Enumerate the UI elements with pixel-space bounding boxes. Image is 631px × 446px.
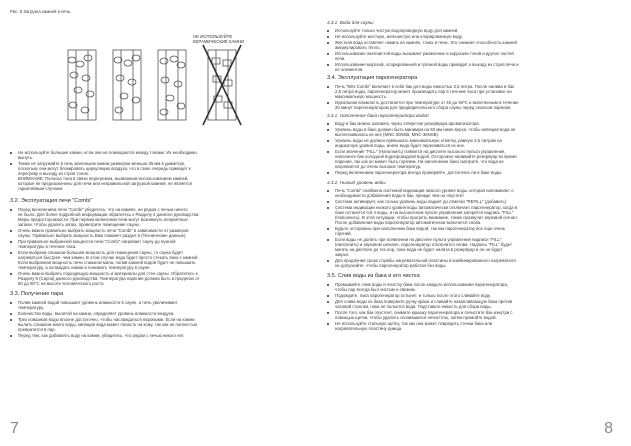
list-item: Полив камней водой повышает уровень влажности в сауне, а печь увеличивает (8, 300, 178, 305)
section-heading: 3.3. Получение пара (10, 291, 64, 297)
list-item-cont: не допускайте, чтобы парогенератор работал без воды. (335, 263, 447, 268)
section-heading: 3.4. Эксплуатация парогенератора (327, 75, 418, 81)
list-item-cont: Если выбранная мощность печи слишком мала, полив камней водой будет не повышать (18, 260, 196, 265)
list-item: Очень важно правильно выбрать мощность печи "Combi" в зависимости от размеров (8, 228, 189, 233)
list-item: Трех ковшиков воды вполне достаточно, чтобы наслаждаться паровыми. Если на камни (8, 317, 195, 322)
subsection-heading: 3.4.1. Наполнение бака парогенератора водой (327, 113, 429, 118)
list-item-cont: Разделу 8 (Сауна) данного руководства. Температура парения должна быть в пределах от (18, 276, 200, 281)
list-item: Не используйте большие камни, если они не помещаются между тэнами. Их необходимо (8, 150, 197, 155)
list-item: Используйте только чистую водопроводную воду для камней. (325, 28, 459, 33)
list-item-cont: превратится в пар. (18, 327, 56, 332)
left-page (8, 0, 304, 446)
list-item: Уровень воды в баке должен быть минимум на 50 мм ниже верха, чтобы кипящая вода не (325, 127, 515, 132)
list-item-cont: парения, так как он может быть горячим. На наполнение бака смотрите, что вода не (335, 159, 504, 164)
list-item-cont: необходимости добавления воды в бак, прежде чем он опустеет. (335, 193, 465, 198)
list-item-cont: мигать на дисплее до тех пор, пока вода не будет налита в резервуар и он не будет (335, 247, 503, 252)
list-item: Перед тем, как добавлять воду на камни, убедитесь, что рядом с печью никого нет. (8, 333, 184, 338)
list-item-cont: 20 минут парогенератором для предварительного сбора сауны перед сеансом парения. (335, 105, 512, 110)
page-number: 8 (604, 420, 613, 437)
list-item-cont: запахи. Чтобы удалить запах, проветрите помещение сауны. (18, 222, 141, 227)
list-item-cont: 60 до 80°С на высоте человеческого роста. (18, 281, 105, 286)
section-heading: 3.5. Слив воды из бака и его чистка (327, 273, 420, 279)
list-item: Печь "Mini Combi" включает в себя бак для воды емкостью 2,5 литра. После налива в бак (325, 84, 514, 89)
list-item: Система активирует, как только уровень воды падает до отметки "REFILL" (добавить) (325, 199, 506, 204)
list-item-cont: индикаторе уровня воды, иначе вода будет переливаться из нее. (335, 143, 466, 148)
subsection-heading: 3.3.1. Вода для сауны (327, 20, 374, 25)
list-item: Если значение "FILL" (Наполнить) появится на дисплее высокого пульта управления, (325, 149, 506, 154)
list-item-cont: ВНИМАНИЕ: Полоска тэна в связи перегревом, вызванным использованием камней, (18, 176, 189, 181)
list-item: Использование морской, хлорированной и грязной воды приводит к выходу из строя печи и (325, 62, 519, 67)
list-item: Будьте осторожны при наполнении бака водой, так как парогенератор все еще очень (325, 226, 505, 231)
list-item-cont: баке останется 0,8 л воды, и на высокосном пульте управления загорится надпись "FILL" (335, 210, 514, 215)
heater-illustration-3 (158, 50, 186, 120)
heater-illustration-ceramic-crossed (203, 45, 241, 125)
list-item-cont: (Наполнить). В этой ситуации, чтобы прогреть внимание, также прозвучит звуковой сигнал. (335, 215, 518, 220)
list-item: Уровень воды не должен превышать максимальную отметку, равную 2,5 литрам на (325, 138, 502, 143)
list-item-cont: помощью щетки, чтобы удалить скопившиеся нечистоты, затем промойте водой. (335, 315, 497, 320)
right-page (325, 0, 621, 446)
list-item: Идеальная влажность достигается при температуре от 40 до 50ºС и включенным в течение (325, 100, 519, 105)
list-item: Для продления срока службы нагревательной пластины и комбинированного нагревателя (325, 258, 516, 263)
list-item-cont: аккумулировать тепло. (335, 45, 381, 50)
list-item: Не используйте стальную щетку, так как она может повредить стенки бака или (325, 321, 492, 326)
list-item-cont: гарантийным случаем. (18, 186, 64, 191)
list-item-cont: часовой стрелки, пока не польется вода. Подставьте емкость для сбора воды. (335, 304, 492, 309)
list-item: После того, как бак опустеет, снимите крышку парогенератора и почистите бак изнутри с (325, 310, 513, 315)
list-item-cont: нагреваться быстрее, чем камни. В этом случае вода будет просто стекать вниз с камней. (18, 255, 199, 260)
list-item-cont: закрыт. (335, 252, 350, 257)
list-item: Очень важно выбрать подходящую мощность и материалы для стен сауны. Обратитесь к (8, 271, 198, 276)
list-item-cont: нагревается до очень высоких температур. (335, 164, 422, 169)
list-item: Для слива воды из бака поверните ручку крана и сливайте накапливающую бака против (325, 299, 512, 304)
stone-loading-diagram (58, 30, 308, 140)
list-item: Жесткая вода оставляет накипь на камнях, тэнах и печи. Это снижает способность камней (325, 40, 517, 45)
list-item-cont: печи. (335, 56, 346, 61)
list-item: Использование железистой воды вызывает ржавление и коррозию тэнов и других частей (325, 51, 514, 56)
heater-illustration-2 (113, 50, 141, 120)
list-item-cont: (наполнить) и звуковом сигнале, парогенератор отключится снова. Надпись "FILL" будет (335, 242, 513, 247)
list-item-cont: ее элементов. (335, 67, 364, 72)
list-item: Подождите, пока парогенератор остынет, и только после этого сливайте воду. (325, 293, 491, 298)
list-item: Воду в бак можно заливать через отверстие резервуара ароматизатора. (325, 121, 480, 126)
subsection-heading: 3.4.2. Низкий уровень воды (327, 180, 386, 185)
no-ceramic-stones-label: НЕ ИСПОЛЬЗУЙТЕ КЕРАМИЧЕСКИЕ КАМНИ (193, 34, 245, 44)
list-item-cont: поскольку они могут блокировать циркуляцию воздуха, что в свою очередь приведет к (18, 166, 191, 171)
list-item-cont: выплескивалась из нее (MNC-30NSB, MNC-36NSB). (335, 132, 440, 137)
list-item-cont: которые не предназначены для печи или неправильной загрузкой камней, не является (18, 181, 192, 186)
list-item: Если выбрана слишком большая мощность для помещения сауны, то сауна будет (8, 250, 183, 255)
list-item-cont: После добавления воды парогенератор автоматически включится снова. (335, 220, 482, 225)
list-item: Промывайте слив воды и очистку бака после каждого использования парогенератора, (325, 282, 508, 287)
page-number: 7 (10, 420, 19, 437)
list-item-cont: нагревательную пластину днища. (335, 326, 403, 331)
list-item: Если воды не долить при появлении на дисплее пульта управления надписи "FILL" (325, 237, 501, 242)
list-item-cont: температуру, а охлаждать камни и понижать температуру в сауне. (18, 265, 151, 270)
list-item-cont: вылить слишком много воды, кипящая вода может попасть на кожу, так как не полностью (18, 322, 197, 327)
list-item: Печь "Combi" снабжена системой индикации низкого уровня воды, которая напоминает о (325, 188, 514, 193)
list-item: Также не загружайте в печь маленькие камни размером меньше 35 мм в диаметре, (8, 161, 185, 166)
list-item: Не используйте жесткую, железистую или хлорированную воду. (325, 34, 463, 39)
list-item: Перед включением парогенератора всегда проверяйте, достаточно ли в баке воды. (325, 170, 502, 175)
list-item-cont: чтобы пар всегда был чистым и свежим. (335, 287, 416, 292)
list-item-cont: Меры предосторожности. При первом включении печи могут возникнуть неприятные (18, 217, 188, 222)
list-item: Система индикации низкого уровня воды автоматически отключает парогенератор, когда в (325, 205, 517, 210)
list-item: При правильно выбранной мощности печи "Combi" нагревает сауну до нужной (8, 239, 176, 244)
list-item-cont: максимальную мощность. (335, 94, 388, 99)
list-item-cont: 2,5 литра воды, парогенератор может производить пар в течение часа при установке на (335, 89, 512, 94)
list-item: Количество воды, вылитой на камни, определяет уровень влажности воздуха. (8, 311, 174, 316)
list-item-cont: температуры в течение часа. (18, 244, 77, 249)
heater-illustration-1 (68, 50, 96, 120)
figure-caption: Рис. 8 Загрузка камней в печь. (10, 9, 72, 14)
list-item-cont: горячий. (335, 231, 352, 236)
list-item-cont: вынуть. (18, 155, 34, 160)
list-item-cont: не было. Для более подробной информации обратитесь к Разделу 4 данного руководства: (18, 212, 200, 217)
list-item: Перед включением печи "Combi" убедитесь, что на камнях, ни рядом с печью ничего (8, 207, 188, 212)
list-item-cont: наполните бак холодной водопроводной водой. Осторожно наливайте резервуар во время (335, 154, 517, 159)
list-item-cont: перегреву и выходу из строя тэнов. (18, 171, 89, 176)
section-heading: 3.2. Эксплуатация печи "Combi" (10, 198, 93, 204)
list-item-cont: температуру. (18, 305, 45, 310)
list-item-cont: сауны. Правильно выбрать мощность Вам поможет раздел 6 (Технические данные). (18, 233, 187, 238)
